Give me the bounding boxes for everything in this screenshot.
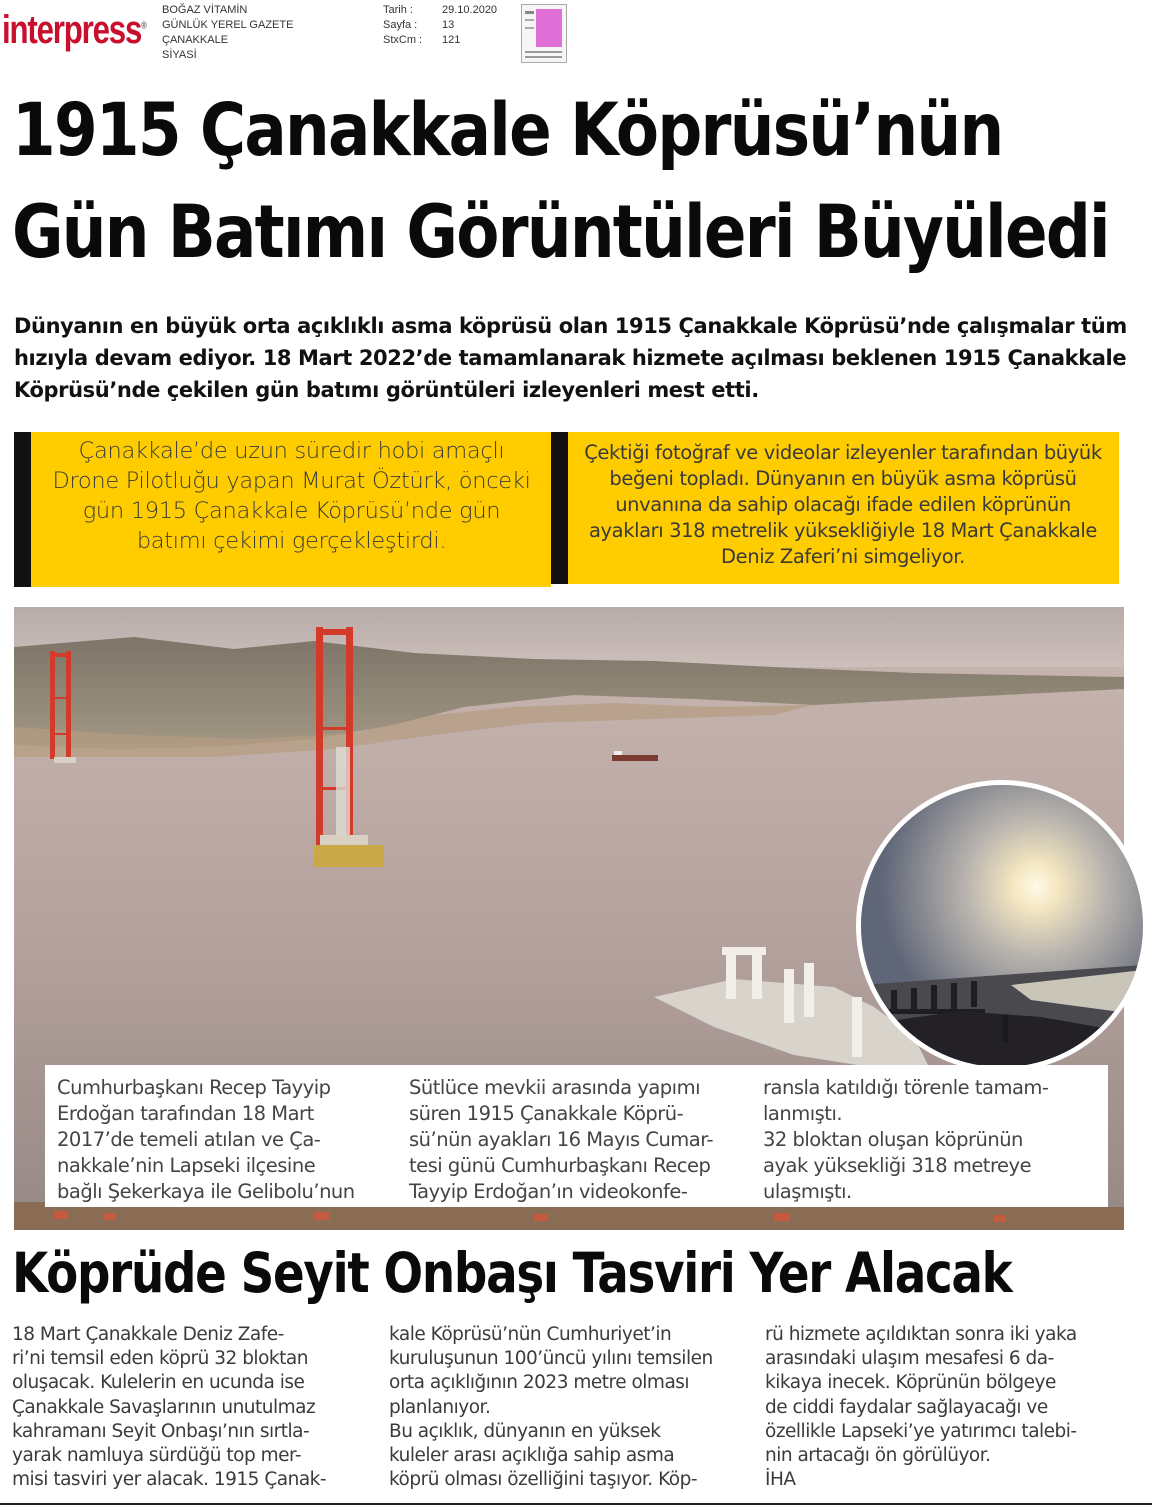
caption-column	[409, 1075, 713, 1205]
body-line: kahramanı Seyit Onbaşı’nın sırtla-	[12, 1420, 310, 1442]
body-line: misi tasviri yer alacak. 1915 Çanak-	[12, 1469, 327, 1491]
body-line: de ciddi faydalar sağlayacağı ve	[765, 1396, 1048, 1418]
body-line: kale Köprüsü’nün Cumhuriyet’in	[389, 1324, 672, 1345]
body-line: kuruluşunun 100’üncü yılını temsilen	[389, 1348, 713, 1370]
body-line: Çanakkale Savaşlarının unutulmaz	[12, 1396, 316, 1418]
caption-line: bağlı Şekerkaya ile Gelibolu’nun	[57, 1180, 355, 1203]
highlight-text-right: Çektiği fotoğraf ve videolar izleyenler tarafından büyük beğeni topladı. Dünyanın en büyük asma köprüsü unvanına da sahip olacağı ifade edilen köprünün ayakları 318 metrelik yüksekliğiyle 18 Mart Çanakkale Deniz Zaferi’ni simgeliyor.	[584, 441, 1102, 568]
meta-value-date: 29.10.2020	[442, 4, 498, 16]
meta-label-stxcm: StxCm :	[383, 34, 423, 46]
source-line: ÇANAKKALE	[162, 34, 229, 46]
interpress-logo	[2, 8, 146, 53]
logo-text: interpress	[2, 8, 142, 52]
meta-value-stxcm: 121	[442, 34, 461, 46]
highlight-text-left: Çanakkale’de uzun süredir hobi amaçlı Drone Pilotluğu yapan Murat Öztürk, önceki gün 1915 Çanakkale Köprüsü’nde gün batımı çekimi gerçekleştirdi.	[52, 438, 531, 554]
meta-label-date: Tarih :	[383, 4, 413, 16]
caption-column	[57, 1075, 355, 1205]
body-line: nin artacağı ön görülüyor.	[765, 1445, 991, 1467]
body-line: 18 Mart Çanakkale Deniz Zafe-	[12, 1324, 284, 1345]
box-accent-bar	[14, 432, 31, 587]
caption-line: 32 bloktan oluşan köprünün	[763, 1128, 1023, 1151]
body-column	[389, 1323, 713, 1492]
page-bottom-rule	[0, 1503, 1152, 1505]
caption-line: ayak yüksekliği 318 metreye	[763, 1154, 1032, 1177]
caption-line: tesi günü Cumhurbaşkanı Recep	[409, 1154, 711, 1177]
body-line: kikaya inecek. Köprünün bölgeye	[765, 1372, 1056, 1394]
caption-line: sü’nün ayakları 16 Mayıs Cumar-	[409, 1128, 714, 1151]
source-line: SİYASİ	[162, 49, 197, 61]
caption-line: ulaşmıştı.	[763, 1180, 852, 1203]
body-line: yarak namluya sürdüğü top mer-	[12, 1445, 302, 1467]
highlight-box-right	[551, 432, 1119, 584]
source-line: BOĞAZ VİTAMİN	[162, 4, 248, 16]
caption-line: Cumhurbaşkanı Recep Tayyip	[57, 1076, 331, 1099]
body-line: özellikle Lapseki’ye yatırımcı talebi-	[765, 1420, 1077, 1442]
body-line: oluşacak. Kulelerin en ucunda ise	[12, 1372, 305, 1394]
photo-caption	[45, 1065, 1108, 1207]
headline-line: Gün Batımı Görüntüleri Büyüledi	[12, 190, 1109, 275]
caption-line: ransla katıldığı törenle tamam-	[763, 1076, 1049, 1099]
body-line: Bu açıklık, dünyanın en yüksek	[389, 1420, 661, 1442]
secondary-headline: Köprüde Seyit Onbaşı Tasviri Yer Alacak	[12, 1241, 1012, 1305]
article-lead: Dünyanın en büyük orta açıklıklı asma köprüsü olan 1915 Çanakkale Köprüsü’nde çalışmalar tüm hızıyla devam ediyor. 18 Mart 2022’de tamamlanarak hizmete açılması beklenen 1915 Çanakkale Köprüsü’nde çekilen gün batımı görüntüleri izleyenleri mest etti.	[14, 314, 1127, 402]
article-headline	[12, 80, 1109, 284]
body-column	[12, 1323, 326, 1492]
body-line: arasındaki ulaşım mesafesi 6 da-	[765, 1348, 1054, 1370]
caption-column	[763, 1075, 1048, 1205]
caption-line: nakkale’nin Lapseki ilçesine	[57, 1154, 316, 1177]
caption-line: 2017’de temeli atılan ve Ça-	[57, 1128, 321, 1151]
page-thumbnail	[521, 4, 567, 63]
body-line: planlanıyor.	[389, 1396, 491, 1418]
source-line: GÜNLÜK YEREL GAZETE	[162, 19, 294, 31]
headline-line: 1915 Çanakkale Köprüsü’nün	[12, 88, 1003, 173]
logo-mark: ®	[141, 20, 146, 32]
caption-line: Erdoğan tarafından 18 Mart	[57, 1102, 314, 1125]
caption-line: süren 1915 Çanakkale Köprü-	[409, 1102, 684, 1125]
body-column	[765, 1323, 1077, 1492]
meta-value-page: 13	[442, 19, 455, 31]
meta-labels	[383, 3, 422, 48]
highlight-box-left	[14, 432, 551, 587]
meta-label-page: Sayfa :	[383, 19, 418, 31]
caption-line: Tayyip Erdoğan’ın videokonfe-	[409, 1180, 688, 1203]
body-line: köprü olması özelliğini taşıyor. Köp-	[389, 1469, 698, 1491]
box-accent-bar	[551, 432, 568, 584]
body-line: kuleler arası açıklığa sahip asma	[389, 1445, 675, 1467]
caption-line: Sütlüce mevkii arasında yapımı	[409, 1076, 701, 1099]
agency-credit: İHA	[765, 1469, 796, 1491]
body-line: rü hizmete açıldıktan sonra iki yaka	[765, 1324, 1077, 1345]
source-info	[162, 3, 293, 63]
caption-line: lanmıştı.	[763, 1102, 843, 1125]
meta-values	[442, 3, 497, 48]
sunset-inset-photo	[856, 780, 1148, 1072]
body-line: ri’ni temsil eden köprü 32 bloktan	[12, 1348, 308, 1370]
body-line: orta açıklığının 2023 metre olması	[389, 1372, 690, 1394]
